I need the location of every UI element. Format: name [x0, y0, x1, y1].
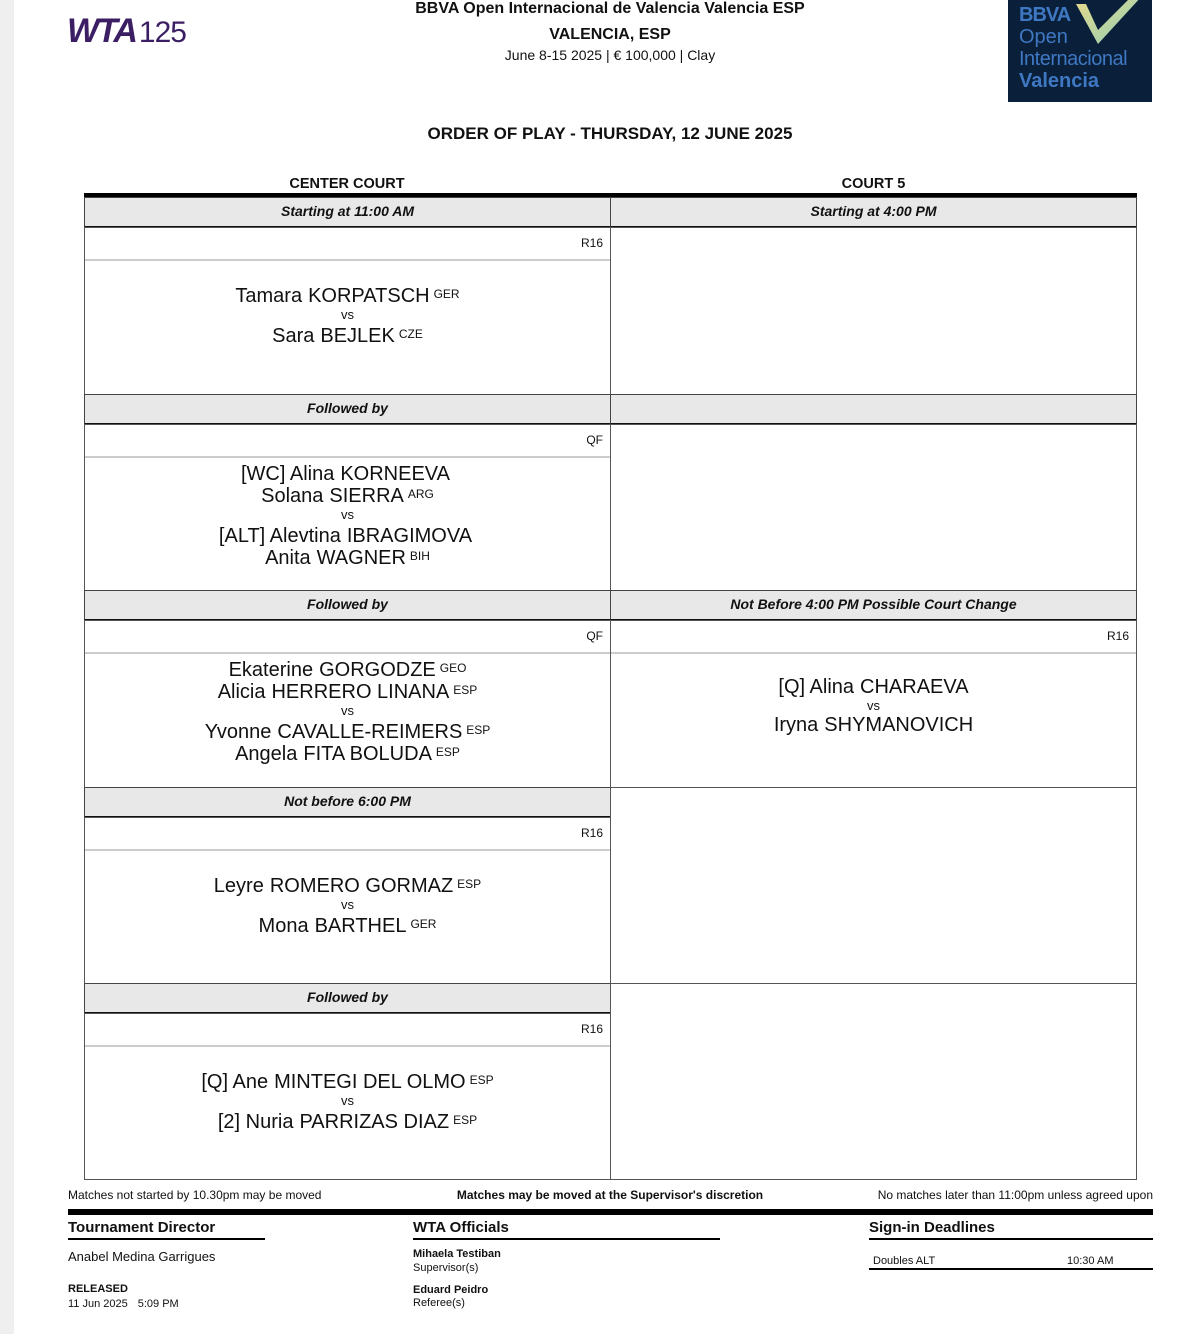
divider — [85, 259, 610, 261]
released-datetime — [68, 1298, 179, 1310]
tournament-info: June 8-15 2025 | € 100,000 | Clay — [504, 47, 716, 63]
player-nat: BIH — [409, 549, 430, 563]
officials-title: WTA Officials — [413, 1219, 509, 1236]
player-last: CAVALLE-REIMERS — [277, 721, 463, 743]
player-last: IBRAGIMOVA — [346, 525, 473, 547]
match-block — [85, 284, 610, 346]
player-last: SIERRA — [329, 485, 404, 507]
player-nat: ESP — [435, 745, 460, 759]
player-line — [85, 742, 610, 764]
slot-header: Followed by — [84, 590, 611, 621]
player-nat: ESP — [469, 1073, 494, 1087]
court-name-center: CENTER COURT — [289, 176, 405, 192]
slot-header: Followed by — [84, 983, 611, 1014]
player-first: Anita — [265, 547, 311, 569]
player-first: Sara — [272, 325, 315, 347]
match-block — [85, 874, 610, 936]
wta-logo-number: 125 — [138, 16, 186, 49]
bbva-open-logo — [1008, 0, 1152, 102]
slot-header: Starting at 4:00 PM — [610, 197, 1137, 228]
signin-item: Doubles ALT — [873, 1255, 936, 1267]
footer-rule — [68, 1209, 1153, 1215]
player-line — [85, 680, 610, 702]
player-last: BEJLEK — [320, 325, 395, 347]
player-first: Yvonne — [204, 721, 272, 743]
player-line — [611, 677, 1136, 697]
player-line — [85, 1070, 610, 1092]
player-nat: ESP — [466, 723, 491, 737]
slot-header: Starting at 11:00 AM — [84, 197, 611, 228]
player-nat: GER — [433, 287, 460, 301]
match-cell — [84, 424, 611, 592]
player-line — [85, 484, 610, 506]
player-first: [ALT] Alevtina — [218, 525, 341, 547]
vs-label: vs — [341, 703, 354, 718]
player-last: SHYMANOVICH — [824, 714, 974, 736]
signin-rule — [869, 1238, 1153, 1240]
wta-logo-text: WTA — [67, 12, 136, 50]
player-first: Alicia — [217, 681, 266, 703]
player-nat: ESP — [453, 683, 478, 697]
empty-cell — [610, 227, 1137, 395]
order-of-play-title: ORDER OF PLAY - THURSDAY, 12 JUNE 2025 — [427, 124, 793, 143]
official-role: Supervisor(s) — [413, 1262, 479, 1274]
match-block — [85, 1070, 610, 1132]
order-of-play-page — [14, 0, 1192, 1334]
player-first: [2] Nuria — [217, 1111, 294, 1133]
empty-cell — [610, 424, 1137, 592]
player-last: KORNEEVA — [340, 463, 451, 485]
player-last: GORGODZE — [319, 659, 436, 681]
director-title: Tournament Director — [68, 1219, 216, 1236]
round-label: QF — [586, 629, 603, 643]
director-rule — [68, 1238, 265, 1240]
player-line — [85, 462, 610, 484]
player-nat: CZE — [398, 327, 423, 341]
bbva-logo-line-3: Internacional — [1019, 48, 1128, 70]
match-cell — [84, 620, 611, 788]
player-nat: GER — [410, 917, 437, 931]
match-block — [611, 677, 1136, 735]
bbva-logo-line-2: Open — [1019, 26, 1068, 48]
round-label: R16 — [1106, 629, 1129, 643]
player-line — [85, 524, 610, 546]
official-role: Referee(s) — [413, 1297, 465, 1309]
tournament-city: VALENCIA, ESP — [549, 26, 671, 43]
slot-header: Not Before 4:00 PM Possible Court Change — [610, 590, 1137, 621]
player-first: Ekaterine — [228, 659, 314, 681]
player-line — [85, 284, 610, 306]
vs-label: vs — [341, 307, 354, 322]
player-line — [85, 658, 610, 680]
match-cell — [84, 227, 611, 395]
empty-cell — [610, 983, 1137, 1180]
court-name-court5: COURT 5 — [841, 176, 906, 192]
divider — [85, 1045, 610, 1047]
signin-bottom-rule — [869, 1268, 1153, 1270]
tournament-title: BBVA Open Internacional de Valencia Valencia ESP — [415, 0, 805, 17]
bbva-logo-line-4: Valencia — [1019, 70, 1100, 92]
player-line — [85, 324, 610, 346]
player-first: Iryna — [773, 714, 819, 736]
round-label: QF — [586, 433, 603, 447]
player-last: CHARAEVA — [860, 676, 969, 698]
released-time: 5:09 PM — [137, 1298, 179, 1310]
vs-label: vs — [341, 507, 354, 522]
round-label: R16 — [580, 826, 603, 840]
player-last: BARTHEL — [314, 915, 407, 937]
released-label: RELEASED — [68, 1283, 128, 1295]
divider — [85, 456, 610, 458]
player-last: PARRIZAS DIAZ — [299, 1111, 450, 1133]
note-right: No matches later than 11:00pm unless agreed upon — [877, 1188, 1153, 1202]
signin-time: 10:30 AM — [1067, 1255, 1114, 1267]
player-last: WAGNER — [316, 547, 406, 569]
player-last: ROMERO GORMAZ — [269, 875, 454, 897]
match-cell — [610, 620, 1137, 788]
slot-header: Followed by — [84, 394, 611, 425]
player-line — [85, 720, 610, 742]
player-last: FITA BOLUDA — [303, 743, 432, 765]
player-first: Mona — [258, 915, 309, 937]
vs-label: vs — [341, 1093, 354, 1108]
player-line — [85, 1110, 610, 1132]
official-name: Eduard Peidro — [413, 1284, 489, 1296]
official-name: Mihaela Testiban — [413, 1248, 501, 1260]
player-nat: ARG — [407, 487, 434, 501]
player-line — [85, 546, 610, 568]
officials-rule — [413, 1238, 720, 1240]
player-first: [Q] Ane — [201, 1071, 269, 1093]
player-first: [WC] Alina — [240, 463, 335, 485]
divider — [85, 652, 610, 654]
signin-title: Sign-in Deadlines — [869, 1219, 995, 1236]
divider — [611, 652, 1136, 654]
vs-label: vs — [341, 897, 354, 912]
player-first: [Q] Alina — [778, 676, 855, 698]
released-date: 11 Jun 2025 — [68, 1298, 128, 1310]
slot-header — [610, 394, 1137, 425]
note-center: Matches may be moved at the Supervisor's discretion — [456, 1188, 764, 1202]
match-block — [85, 462, 610, 568]
player-nat: ESP — [457, 877, 482, 891]
player-nat: ESP — [453, 1113, 478, 1127]
player-first: Leyre — [213, 875, 264, 897]
player-nat: GEO — [439, 661, 467, 675]
empty-cell — [610, 787, 1137, 984]
match-block — [85, 658, 610, 764]
note-left: Matches not started by 10.30pm may be moved — [68, 1188, 322, 1202]
bbva-logo-line-1: BBVA — [1019, 4, 1071, 26]
divider — [85, 849, 610, 851]
wta-125-logo — [67, 12, 186, 48]
director-name: Anabel Medina Garrigues — [68, 1249, 216, 1264]
checkmark-icon — [1072, 0, 1146, 52]
vs-label: vs — [867, 698, 880, 713]
match-cell — [84, 1013, 611, 1180]
player-first: Tamara — [235, 285, 303, 307]
player-first: Angela — [235, 743, 298, 765]
player-last: MINTEGI DEL OLMO — [274, 1071, 466, 1093]
player-line — [85, 914, 610, 936]
player-first: Solana — [261, 485, 324, 507]
round-label: R16 — [580, 1022, 603, 1036]
slot-header: Not before 6:00 PM — [84, 787, 611, 818]
player-line — [85, 874, 610, 896]
round-label: R16 — [580, 236, 603, 250]
player-last: HERRERO LINANA — [271, 681, 450, 703]
player-line — [611, 715, 1136, 735]
player-last: KORPATSCH — [308, 285, 430, 307]
match-cell — [84, 817, 611, 985]
